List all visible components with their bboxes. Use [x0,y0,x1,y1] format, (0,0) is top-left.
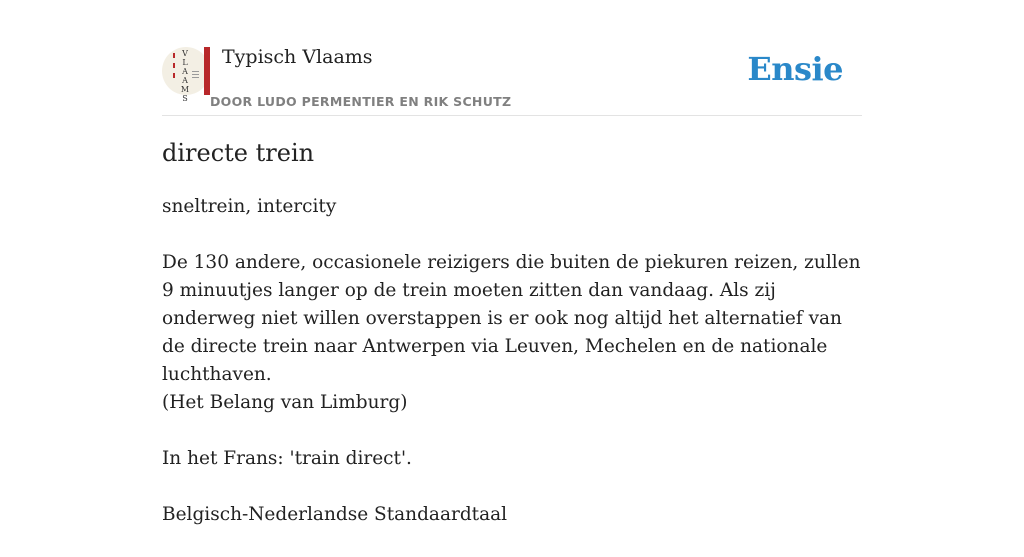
logo-fineprint [192,71,199,72]
site-title[interactable]: Typisch Vlaams [222,46,373,68]
logo-fineprint [192,74,199,75]
logo-mark [173,53,175,58]
example-block [162,249,862,417]
page-container [162,0,862,525]
brand-logo[interactable]: Ensie [747,50,843,88]
example-quote: De 130 andere, occasionele reizigers die buiten de piekuren reizen, zullen 9 minuutjes langer op de trein moeten zitten dan vandaag. Als zij onderweg niet willen overstappen is er ook nog altijd het alternatief van de directe trein naar Antwerpen via Leuven, Mechelen en de nationale luchthaven. [162,252,861,385]
logo[interactable] [162,47,210,103]
logo-lettering: V L A A M S [180,49,190,103]
header [162,0,862,116]
synonyms: sneltrein, intercity [162,196,337,217]
definition [162,193,862,557]
entry-title: directe trein [162,139,315,167]
logo-mark [173,73,175,78]
example-source: (Het Belang van Limburg) [162,392,408,413]
logo-red-bar [204,47,210,95]
language-register: Belgisch-Nederlandse Standaardtaal [162,504,508,525]
logo-mark [173,63,175,68]
french-equivalent: In het Frans: 'train direct'. [162,448,412,469]
logo-fineprint [192,77,199,78]
byline: DOOR LUDO PERMENTIER EN RIK SCHUTZ [210,94,512,109]
